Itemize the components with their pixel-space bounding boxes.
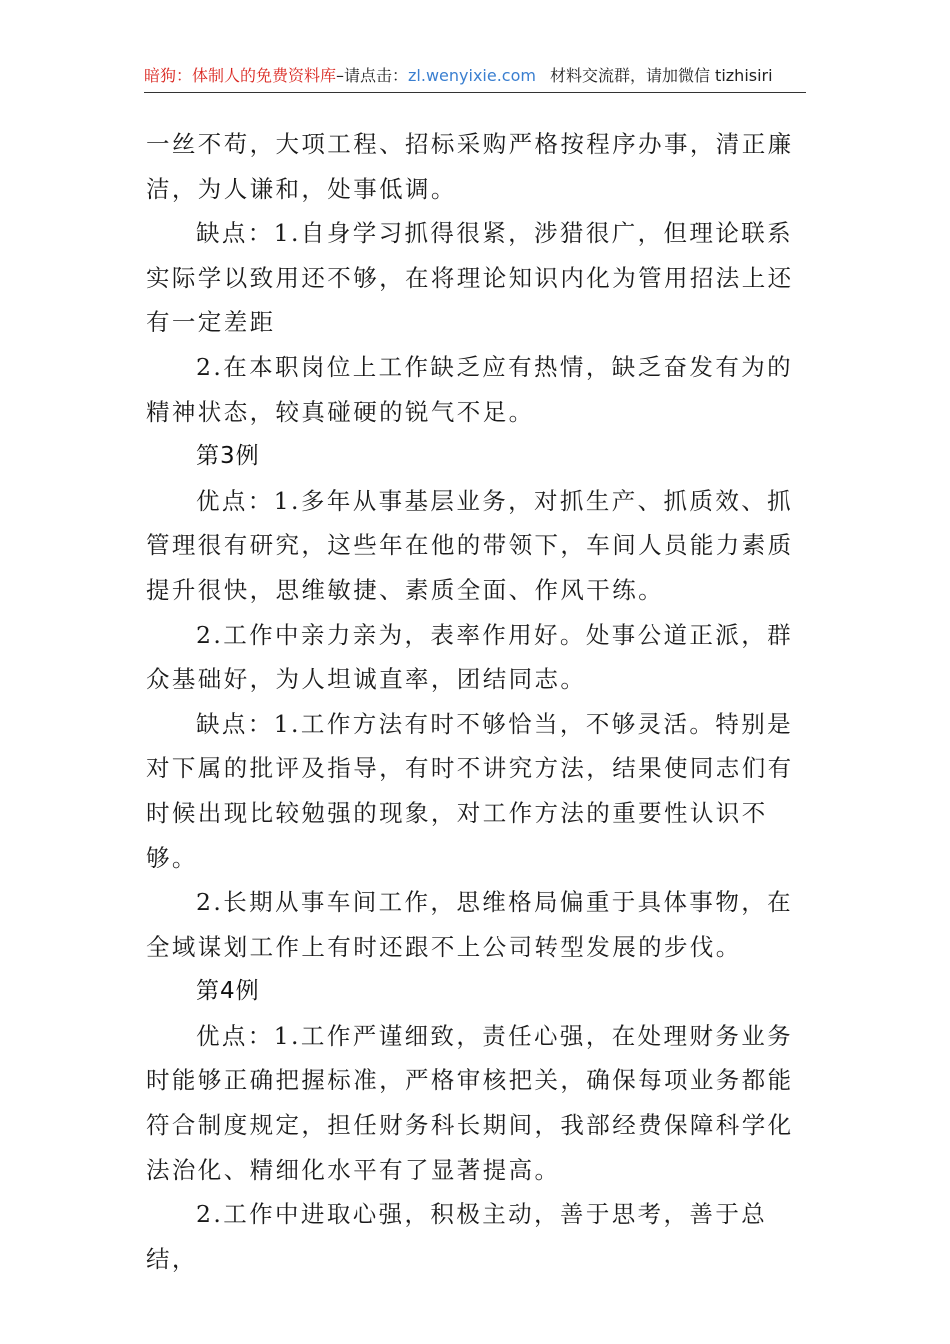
paragraph-case2-weakness-2: 2.在本职岗位上工作缺乏应有热情，缺乏奋发有为的精神状态，较真碰硬的锐气不足。 [146,352,794,426]
paragraph-case4-strength-2: 2.工作中进取心强，积极主动，善于思考，善于总结， [146,1200,768,1273]
section-heading-case3: 第3例 [196,443,260,470]
header-prompt: –请点击： [336,66,409,85]
header-link[interactable]: zl.wenyixie.com [408,66,536,85]
paragraph-case4-strength-1: 优点：1.工作严谨细致，责任心强，在处理财务业务时能够正确把握标准，严格审核把关，确保每项业务都能符合制度规定，担任财务科长期间，我部经费保障科学化法治化、精细化水平有了显著提高。 [146,1021,794,1184]
header-brand: 暗狗：体制人的免费资料库 [144,66,337,85]
paragraph-case3-strength-1: 优点：1.多年从事基层业务，对抓生产、抓质效、抓管理很有研究，这些年在他的带领下，车间人员能力素质提升很快，思维敏捷、素质全面、作风干练。 [146,486,794,604]
paragraph-case3-strength-2: 2.工作中亲力亲为，表率作用好。处事公道正派，群众基础好，为人坦诚直率，团结同志。 [146,620,794,694]
paragraph-intro: 一丝不苟，大项工程、招标采购严格按程序办事，清正廉洁，为人谦和，处事低调。 [146,130,794,203]
page-header [144,62,806,93]
document-body [146,122,806,1281]
section-heading-case4: 第4例 [196,978,260,1005]
paragraph-case2-weakness-1: 缺点：1.自身学习抓得很紧，涉猎很广，但理论联系实际学以致用还不够，在将理论知识内化为管用招法上还有一定差距 [146,219,794,337]
paragraph-case3-weakness-2: 2.长期从事车间工作，思维格局偏重于具体事物，在全域谋划工作上有时还跟不上公司转型发展的步伐。 [146,888,794,961]
header-contact: 材料交流群，请加微信 tizhisiri [549,66,773,85]
paragraph-case3-weakness-1: 缺点：1.工作方法有时不够恰当，不够灵活。特别是对下属的批评及指导，有时不讲究方法，结果使同志们有时候出现比较勉强的现象，对工作方法的重要性认识不够。 [146,709,794,872]
